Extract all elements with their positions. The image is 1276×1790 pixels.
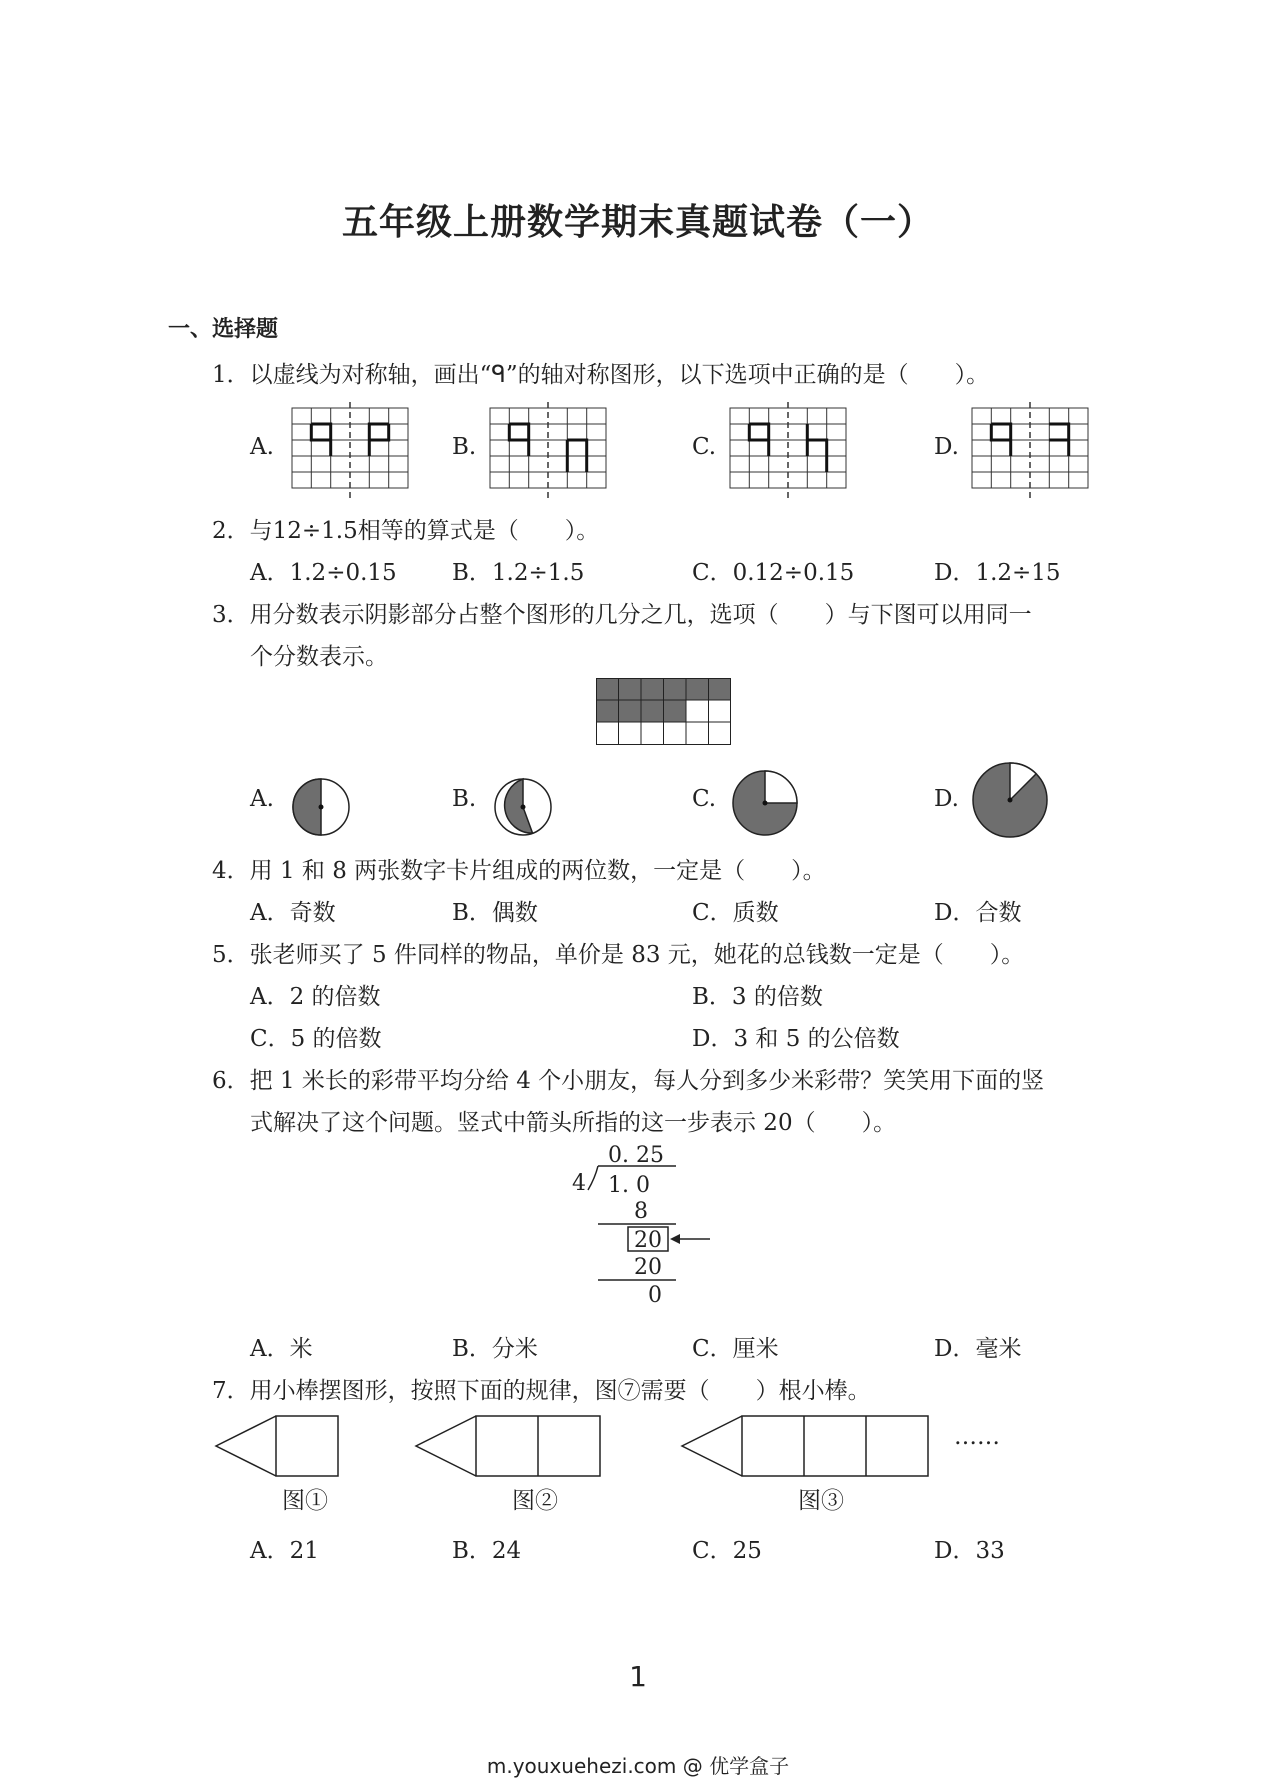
division-step3: 20 xyxy=(634,1255,662,1280)
q7-figure-1-label: 图① xyxy=(282,1488,328,1514)
q7-figure-3-label: 图③ xyxy=(798,1488,844,1514)
question-6-line1: 6．把 1 米长的彩带平均分给 4 个小朋友，每人分到多少米彩带？笑笑用下面的竖 xyxy=(212,1068,1045,1094)
question-6-line2: 式解决了这个问题。竖式中箭头所指的这一步表示 20（ ）。 xyxy=(250,1110,897,1136)
q7-figure-2 xyxy=(414,1414,602,1480)
division-dividend: 1. 0 xyxy=(608,1173,650,1198)
q3-option-d: D. xyxy=(934,786,959,812)
q1-option-c: C. xyxy=(692,434,717,460)
q1-grid-c xyxy=(730,402,850,498)
q2-option-a: A．1.2÷0.15 xyxy=(250,560,397,586)
page-number: 1 xyxy=(629,1660,647,1693)
q3-pie-a xyxy=(290,776,352,838)
division-divisor: 4 xyxy=(572,1171,586,1196)
q7-figure-3 xyxy=(680,1414,930,1480)
division-quotient: 0. 25 xyxy=(608,1143,664,1168)
footer-watermark: m.youxuehezi.com @ 优学盒子 xyxy=(486,1754,790,1778)
q3-pie-d xyxy=(970,760,1050,840)
q7-option-d: D．33 xyxy=(934,1538,1005,1564)
question-7-text: 7．用小棒摆图形，按照下面的规律，图⑦需要（ ）根小棒。 xyxy=(212,1378,871,1404)
page-title: 五年级上册数学期末真题试卷（一） xyxy=(341,202,934,243)
division-remainder: 0 xyxy=(648,1283,662,1308)
q2-option-b: B．1.2÷1.5 xyxy=(452,560,585,586)
q5-option-b: B．3 的倍数 xyxy=(692,984,823,1010)
q5-option-a: A．2 的倍数 xyxy=(250,984,381,1010)
q6-option-d: D．毫米 xyxy=(934,1336,1022,1362)
q1-grid-a xyxy=(292,402,412,498)
q3-option-b: B. xyxy=(452,786,477,812)
q7-option-a: A．21 xyxy=(250,1538,319,1564)
q7-ellipsis: …… xyxy=(954,1424,1000,1450)
q2-option-c: C．0.12÷0.15 xyxy=(692,560,855,586)
question-1-text: 1．以虚线为对称轴，画出“ᑫ”的轴对称图形，以下选项中正确的是（ ）。 xyxy=(212,362,990,388)
q7-option-b: B．24 xyxy=(452,1538,522,1564)
q1-option-b: B. xyxy=(452,434,477,460)
division-step1: 8 xyxy=(634,1199,648,1224)
q2-option-d: D．1.2÷15 xyxy=(934,560,1061,586)
division-step2: 20 xyxy=(634,1228,662,1253)
question-5-text: 5．张老师买了 5 件同样的物品，单价是 83 元，她花的总钱数一定是（ ）。 xyxy=(212,942,1025,968)
question-4-text: 4．用 1 和 8 两张数字卡片组成的两位数，一定是（ ）。 xyxy=(212,858,826,884)
q5-option-d: D．3 和 5 的公倍数 xyxy=(692,1026,900,1052)
q4-option-b: B．偶数 xyxy=(452,900,538,926)
long-division xyxy=(570,1140,720,1320)
q5-option-c: C．5 的倍数 xyxy=(250,1026,382,1052)
q3-pie-c xyxy=(730,768,800,838)
q1-option-a: A. xyxy=(250,434,274,460)
q1-option-d: D. xyxy=(934,434,959,460)
q3-option-a: A. xyxy=(250,786,274,812)
q1-grid-d xyxy=(972,402,1092,498)
q4-option-a: A．奇数 xyxy=(250,900,336,926)
q4-option-c: C．质数 xyxy=(692,900,779,926)
q3-pie-b xyxy=(492,776,554,838)
q6-option-a: A．米 xyxy=(250,1336,313,1362)
question-3-line1: 3．用分数表示阴影部分占整个图形的几分之几，选项（ ）与下图可以用同一 xyxy=(212,602,1032,628)
q6-option-c: C．厘米 xyxy=(692,1336,779,1362)
q4-option-d: D．合数 xyxy=(934,900,1022,926)
q1-grid-b xyxy=(490,402,610,498)
q7-figure-2-label: 图② xyxy=(512,1488,558,1514)
question-2-text: 2．与12÷1.5相等的算式是（ ）。 xyxy=(212,518,600,544)
question-3-line2: 个分数表示。 xyxy=(250,644,388,670)
q3-option-c: C. xyxy=(692,786,717,812)
q6-option-b: B．分米 xyxy=(452,1336,538,1362)
q7-figure-1 xyxy=(214,1414,340,1480)
q3-shaded-grid xyxy=(596,678,732,746)
q7-option-c: C．25 xyxy=(692,1538,762,1564)
section-heading: 一、选择题 xyxy=(168,317,279,342)
